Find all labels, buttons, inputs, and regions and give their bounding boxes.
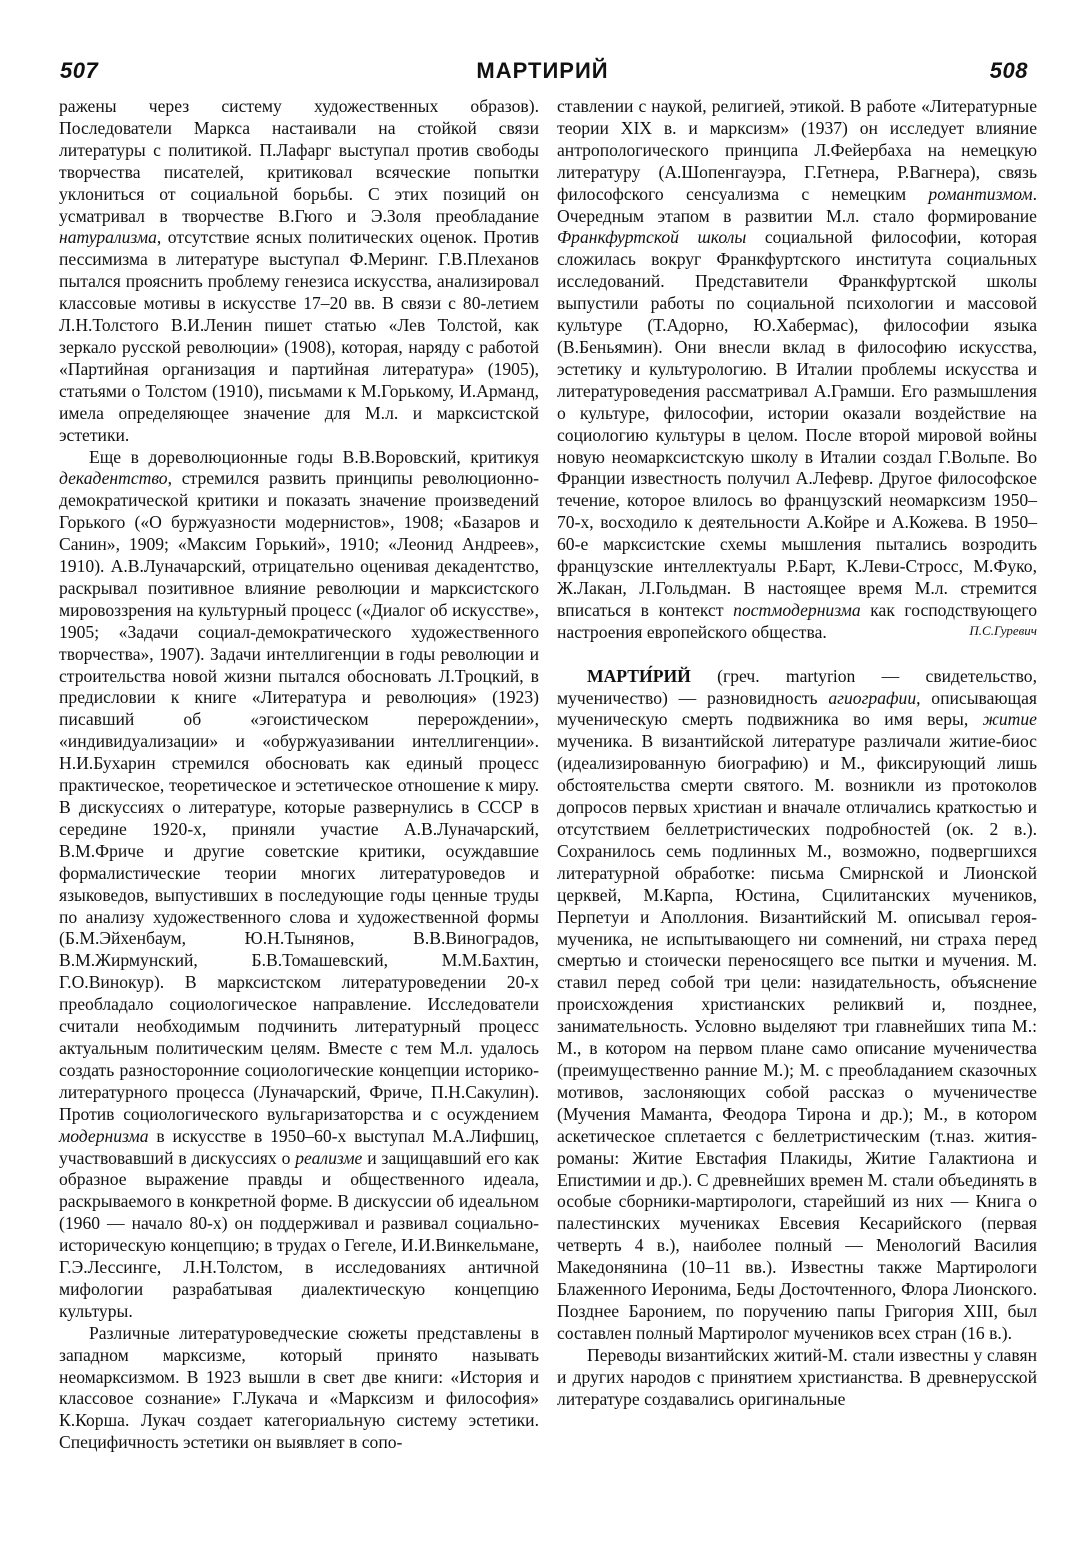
cross-reference: житие xyxy=(982,709,1037,730)
cross-reference: романтизмом xyxy=(928,183,1033,204)
text-run: (греч. martyrion — свидетельство, мученичество) — разновидность xyxy=(557,665,1037,708)
text-run: как господствующего настроения европейского общества. xyxy=(557,599,1037,642)
cross-reference: агиографии xyxy=(828,687,917,708)
text-run: Различные литературоведческие сюжеты представлены в западном марксизме, который принято называть неомарксизмом. В 1923 вышли в свет две книги: «История и классовое сознание» Г.Лукача и «Марксизм и философия» К.Корша. Лукач создает категориальную систему эстетики. Специфичность эстетики он выявляет в сопо- xyxy=(59,1322,539,1453)
text-run: и защищавший его как образное выражение правды и общественного идеала, раскрываемого в конкретной форме. В дискуссии об идеальном (1960 — начало 80-х) он поддерживал и развивал социально-историческую концепцию; в трудах о Гегеле, И.И.Винкельмане, Г.Э.Лессинге, Л.Н.Толстом, в исследованиях античной мифологии разрабатывая диалектическую концепцию культуры. xyxy=(59,1147,539,1321)
text-run: , описывающая мученическую смерть подвижника во имя веры, xyxy=(557,687,1038,730)
right-page-number: 508 xyxy=(989,58,1028,83)
entry-headword: МАРТИ́РИЙ xyxy=(587,665,691,686)
text-run: ставлении с наукой, религией, этикой. В работе «Литературные теории XIX в. и марксизм» (1937) он исследует влияние антропологического принципа Л.Фейербаха на немецкую литературу (А.Шопенгауэра, Г.Гетнера, Р.Вагнера), связь философского сенсуализма с немецким xyxy=(557,96,1037,204)
text-run: , стремился развить принципы революционно-демократической критики и показать значение произведений Горького («О буржуазности модернистов», 1908; «Базаров и Санин», 1909; «Максим Горький», 1910; «Леонид Андреев», 1910). А.В.Луначарский, отрицательно оценивая декадентство, раскрывал позитивное влияние революции и марксистского мировоззрения на культурный процесс («Диалог об искусстве», 1905; «Задачи социал-демократического художественного творчества», 1907). Задачи интеллигенции в годы революции и строительства новой жизни пытался обосновать Л.Троцкий, в предисловии к книге «Литература и революция» (1923) писавший об «эгоистическом перерождении», «индивидуализации» и «обуржуазивании интеллигенции». Н.И.Бухарин стремился обосновать как единый процесс практическое, теоретическое и эстетическое отношение к миру. В дискуссиях о литературе, которые развернулись в СССР в середине 1920-х, приняли участие А.В.Луначарский, В.М.Фриче и другие советские критики, осуждавшие формалистические теории многих литературоведов и языковедов, выпустивших в последующие годы ценные труды по анализу художественного слова и художественной формы (Б.М.Эйхенбаум, Ю.Н.Тынянов, В.В.Виноградов, В.М.Жирмунский, Б.В.Томашевский, М.М.Бахтин, Г.О.Винокур). В марксистском литературоведении 20-х преобладало социологическое направление. Исследователи считали необходимым подчинить литературный процесс актуальным политическим целям. Вместе с тем М.л. удалось создать разносторонние социологические концепции историко-литературного процесса (Луначарский, Фриче, П.Н.Сакулин). Против социологического вульгаризаторства и с осуждением xyxy=(59,468,539,1124)
page-header xyxy=(0,0,1085,96)
paragraph xyxy=(557,96,1037,644)
paragraph xyxy=(557,1345,1037,1411)
text-run: социальной философии, которая сложилась вокруг Франкфуртского института социальных исследований. Представители Франкфуртской школы выпустили работы по социальной психологии и массовой культуре (Т.Адорно, Ю.Хабермас), философии языка (В.Беньямин). Они внесли вклад в философию искусства, эстетику и культурологию. В Италии проблемы искусства и литературоведения рассматривал А.Грамши. Его размышления о культуре, философии, истории оказали воздействие на социологию культуры в целом. После второй мировой войны новую неомарксистскую школу в Италии создал Г.Вольпе. Во Франции известность получил А.Лефевр. Другое философское течение, которое влилось во французский неомарксизм 1950–70-х, восходило к деятельности А.Койре и А.Кожева. В 1950–60-е марксистские схемы мышления пытались возродить французские интеллектуалы Р.Барт, К.Леви-Стросс, М.Фуко, Ж.Лакан, Л.Гольдман. В настоящее время М.л. стремится вписаться в контекст xyxy=(557,227,1037,620)
paragraph xyxy=(59,447,539,1323)
right-column xyxy=(557,96,1037,1410)
dictionary-entry xyxy=(557,666,1037,1345)
text-run: ражены через систему художественных образов). Последователи Маркса настаивали на стойкой связи литературы с политикой. П.Лафарг выступал против свободы творчества писателей, критиковал всяческие попытки уклониться от социальной борьбы. С этих позиций он усматривал в творчестве В.Гюго и Э.Золя преобладание xyxy=(59,96,539,226)
left-page-number: 507 xyxy=(60,58,99,83)
text-run: в искусстве в 1950–60-х выступал М.А.Лифшиц, участвовавший в дискуссиях о xyxy=(59,1125,539,1168)
paragraph xyxy=(59,96,539,447)
text-run: , отсутствие ясных политических оценок. Против пессимизма в литературе выступал Ф.Меринг. Г.В.Плеханов пытался прояснить проблему генезиса искусства, анализировал классовые мотивы в искусстве 17–20 вв. В связи с 80-летием Л.Н.Толстого В.И.Ленин пишет статью «Лев Толстой, как зеркало русской революции» (1908), которая, наряду с работой «Партийная организация и партийная литература» (1905), статьями о Толстом (1910), письмами к М.Горькому, И.Арманд, имела определяющее значение для М.л. и марксистской эстетики. xyxy=(59,227,539,445)
cross-reference: реализме xyxy=(295,1147,363,1168)
cross-reference: постмодернизма xyxy=(733,599,861,620)
text-run: . Очередным этапом в развитии М.л. стало формирование xyxy=(557,183,1037,226)
cross-reference: Франкфуртской школы xyxy=(557,227,747,248)
running-title: МАРТИРИЙ xyxy=(476,58,609,83)
paragraph xyxy=(59,1323,539,1454)
left-column xyxy=(59,96,539,1454)
cross-reference: декадентство xyxy=(59,468,168,489)
author-signature: П.С.Гуревич xyxy=(969,622,1037,638)
text-run: мученика. В византийской литературе различали житие-биос (идеализированную биографию) и М., фиксирующий лишь обстоятельства смерти святого. М. возникли из протоколов допросов первых христиан и вначале отличались краткостью и отсутствием беллетристических подробностей (ок. 2 в.). Сохранилось семь подлинных М., возможно, подвергшихся литературной обработке: письма Смирнской и Лионской церквей, М.Карпа, Юстина, Сцилитанских мучеников, Перпетуи и Аполлония. Византийский М. описывал героя-мученика, не испытывающего ни сомнений, ни страха перед смертью и стоически переносящего все пытки и мучения. М. ставил перед собой три цели: назидательность, объяснение происхождения христианских реликвий и, позднее, занимательность. Условно выделяют три главнейших типа М.: М., в котором на первом плане само описание мученичества (преимущественно ранние М.); М. с преобладанием сказочных мотивов, заслоняющих собой рассказ о мученичестве (Мучения Маманта, Феодора Тирона и др.); М., в котором аскетическое сплетается с беллетристическим (т.наз. жития-романы: Житие Евстафия Плакиды, Житие Галактиона и Епистимии и др.). С древнейших времен М. стали объединять в особые сборники-мартирологи, старейший из них — Книга о палестинских мучениках Евсевия Кесарийского (первая четверть 4 в.), наиболее полный — Менологий Василия Македонянина (10–11 вв.). Известны также Мартирологи Блаженного Иеронима, Беды Досточтенного, Флора Лионского. Позднее Баронием, по поручению папы Григория XIII, был составлен полный Мартиролог мучеников всех стран (16 в.). xyxy=(557,731,1037,1343)
text-run: Еще в дореволюционные годы В.В.Воровский, критикуя xyxy=(89,446,539,467)
text-run: Переводы византийских житий-М. стали известны у славян и других народов с принятием христианства. В древнерусской литературе создавались оригинальные xyxy=(557,1344,1037,1409)
cross-reference: модернизма xyxy=(59,1125,149,1146)
cross-reference: натурализма xyxy=(59,227,157,248)
